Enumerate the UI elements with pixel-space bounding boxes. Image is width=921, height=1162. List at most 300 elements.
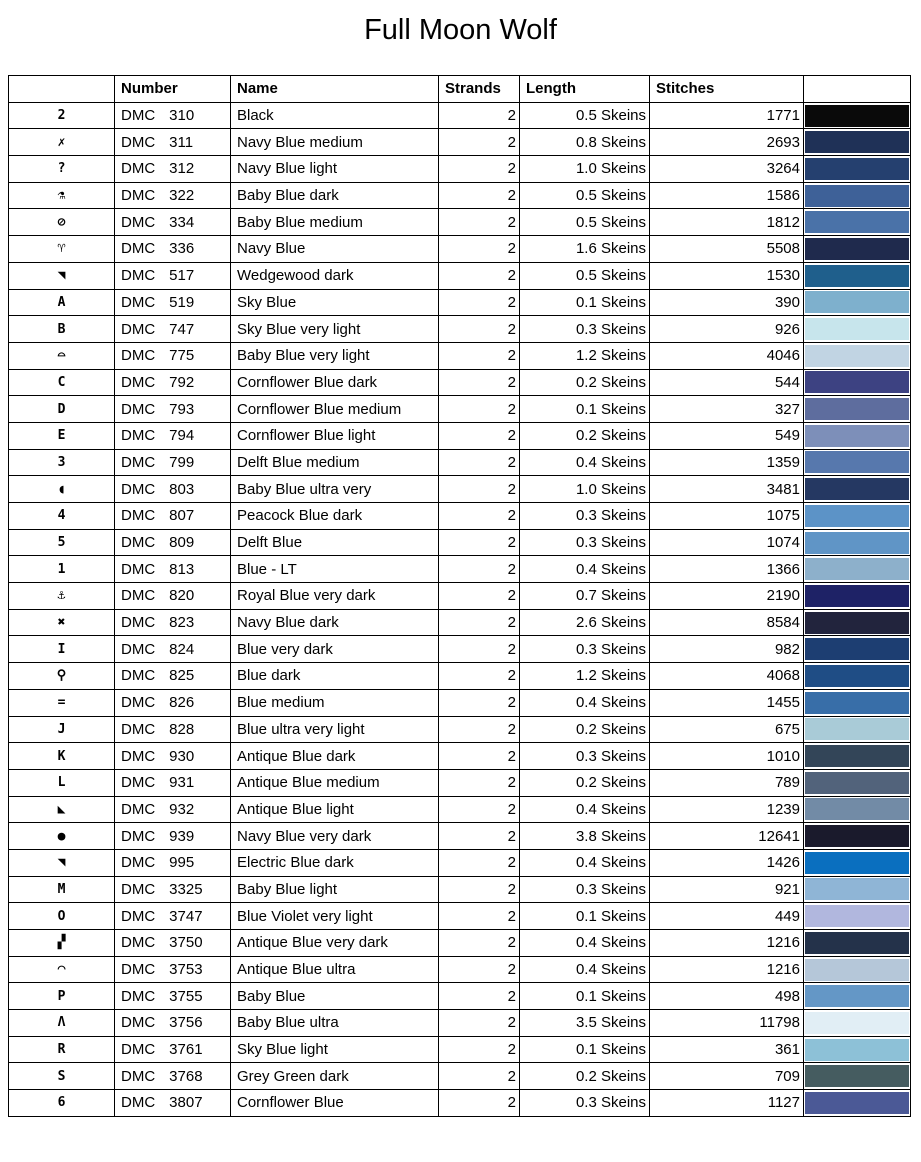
name-cell: Delft Blue xyxy=(231,529,439,556)
brand-label: DMC xyxy=(121,961,156,979)
name-cell: Baby Blue ultra very xyxy=(231,476,439,503)
number-cell xyxy=(115,102,231,129)
table-row xyxy=(9,503,911,530)
stitches-cell: 361 xyxy=(650,1036,804,1063)
color-code: 311 xyxy=(169,133,194,151)
strands-cell: 2 xyxy=(439,583,520,610)
symbol-cell: ◣ xyxy=(9,796,115,823)
table-row xyxy=(9,262,911,289)
stitches-cell: 1455 xyxy=(650,689,804,716)
stitches-cell: 549 xyxy=(650,422,804,449)
color-swatch xyxy=(805,1039,909,1061)
color-code: 995 xyxy=(169,854,195,872)
name-cell: Baby Blue light xyxy=(231,876,439,903)
symbol-cell: R xyxy=(9,1036,115,1063)
color-swatch xyxy=(805,878,909,900)
name-cell: Navy Blue medium xyxy=(231,129,439,156)
brand-label: DMC xyxy=(121,213,156,231)
length-cell: 0.3 Skeins xyxy=(520,876,650,903)
stitches-cell: 1366 xyxy=(650,556,804,583)
number-cell xyxy=(115,956,231,983)
strands-cell: 2 xyxy=(439,636,520,663)
symbol-cell: ✖ xyxy=(9,609,115,636)
table-row xyxy=(9,823,911,850)
length-cell: 0.2 Skeins xyxy=(520,1063,650,1090)
number-cell xyxy=(115,529,231,556)
name-cell: Blue Violet very light xyxy=(231,903,439,930)
length-cell: 0.5 Skeins xyxy=(520,102,650,129)
length-cell: 0.3 Skeins xyxy=(520,636,650,663)
length-cell: 0.1 Skeins xyxy=(520,903,650,930)
length-cell: 0.3 Skeins xyxy=(520,1090,650,1117)
number-cell xyxy=(115,1036,231,1063)
color-code: 519 xyxy=(169,293,195,311)
swatch-cell xyxy=(804,449,911,476)
brand-label: DMC xyxy=(121,507,156,525)
name-cell: Navy Blue xyxy=(231,236,439,263)
number-cell xyxy=(115,876,231,903)
strands-cell: 2 xyxy=(439,209,520,236)
color-swatch xyxy=(805,745,909,767)
stitches-cell: 4068 xyxy=(650,663,804,690)
table-row xyxy=(9,102,911,129)
number-cell xyxy=(115,449,231,476)
color-swatch xyxy=(805,238,909,260)
color-swatch xyxy=(805,505,909,527)
stitches-cell: 926 xyxy=(650,316,804,343)
length-cell: 0.5 Skeins xyxy=(520,209,650,236)
color-swatch xyxy=(805,932,909,954)
brand-label: DMC xyxy=(121,880,156,898)
number-cell xyxy=(115,823,231,850)
strands-cell: 2 xyxy=(439,476,520,503)
color-code: 930 xyxy=(169,747,195,765)
table-row xyxy=(9,876,911,903)
page-title: Full Moon Wolf xyxy=(364,14,557,46)
color-code: 3756 xyxy=(169,1014,203,1032)
stitches-cell: 709 xyxy=(650,1063,804,1090)
strands-cell: 2 xyxy=(439,449,520,476)
number-cell xyxy=(115,236,231,263)
table-row xyxy=(9,369,911,396)
color-swatch xyxy=(805,585,909,607)
brand-label: DMC xyxy=(121,640,156,658)
length-cell: 0.3 Skeins xyxy=(520,743,650,770)
swatch-cell xyxy=(804,503,911,530)
swatch-cell xyxy=(804,529,911,556)
number-cell xyxy=(115,476,231,503)
swatch-cell xyxy=(804,876,911,903)
color-code: 336 xyxy=(169,240,195,258)
color-code: 3325 xyxy=(169,880,203,898)
swatch-cell xyxy=(804,289,911,316)
symbol-cell: C xyxy=(9,369,115,396)
swatch-cell xyxy=(804,1036,911,1063)
brand-label: DMC xyxy=(121,854,156,872)
color-code: 322 xyxy=(169,187,195,205)
color-swatch xyxy=(805,985,909,1007)
stitches-cell: 2693 xyxy=(650,129,804,156)
color-code: 3750 xyxy=(169,934,203,952)
stitches-cell: 1074 xyxy=(650,529,804,556)
color-swatch xyxy=(805,291,909,313)
brand-label: DMC xyxy=(121,667,156,685)
color-code: 747 xyxy=(169,320,195,338)
table-row xyxy=(9,289,911,316)
name-cell: Royal Blue very dark xyxy=(231,583,439,610)
strands-cell: 2 xyxy=(439,369,520,396)
strands-cell: 2 xyxy=(439,689,520,716)
table-row xyxy=(9,209,911,236)
color-code: 823 xyxy=(169,614,195,632)
symbol-cell: E xyxy=(9,422,115,449)
strands-cell: 2 xyxy=(439,262,520,289)
color-code: 310 xyxy=(169,107,195,125)
thread-color-table xyxy=(8,75,911,1117)
color-swatch xyxy=(805,398,909,420)
color-code: 517 xyxy=(169,267,195,285)
stitches-cell: 449 xyxy=(650,903,804,930)
table-row xyxy=(9,796,911,823)
name-cell: Sky Blue very light xyxy=(231,316,439,343)
stitches-cell: 1771 xyxy=(650,102,804,129)
number-cell xyxy=(115,262,231,289)
symbol-cell: A xyxy=(9,289,115,316)
strands-cell: 2 xyxy=(439,236,520,263)
swatch-cell xyxy=(804,796,911,823)
header-name: Name xyxy=(231,76,439,103)
brand-label: DMC xyxy=(121,1014,156,1032)
header-strands: Strands xyxy=(439,76,520,103)
swatch-cell xyxy=(804,1090,911,1117)
stitches-cell: 327 xyxy=(650,396,804,423)
header-length: Length xyxy=(520,76,650,103)
stitches-cell: 1812 xyxy=(650,209,804,236)
strands-cell: 2 xyxy=(439,289,520,316)
number-cell xyxy=(115,849,231,876)
stitches-cell: 1010 xyxy=(650,743,804,770)
brand-label: DMC xyxy=(121,987,156,1005)
color-code: 809 xyxy=(169,534,195,552)
stitches-cell: 1239 xyxy=(650,796,804,823)
brand-label: DMC xyxy=(121,107,156,125)
symbol-cell: ✗ xyxy=(9,129,115,156)
color-code: 931 xyxy=(169,774,195,792)
stitches-cell: 1216 xyxy=(650,956,804,983)
brand-label: DMC xyxy=(121,934,156,952)
color-code: 793 xyxy=(169,400,195,418)
color-swatch xyxy=(805,532,909,554)
table-row xyxy=(9,156,911,183)
brand-label: DMC xyxy=(121,614,156,632)
name-cell: Navy Blue very dark xyxy=(231,823,439,850)
name-cell: Cornflower Blue light xyxy=(231,422,439,449)
brand-label: DMC xyxy=(121,774,156,792)
name-cell: Cornflower Blue dark xyxy=(231,369,439,396)
length-cell: 0.5 Skeins xyxy=(520,182,650,209)
symbol-cell: K xyxy=(9,743,115,770)
color-swatch xyxy=(805,185,909,207)
length-cell: 1.0 Skeins xyxy=(520,476,650,503)
brand-label: DMC xyxy=(121,1041,156,1059)
name-cell: Baby Blue xyxy=(231,983,439,1010)
swatch-cell xyxy=(804,156,911,183)
length-cell: 0.2 Skeins xyxy=(520,769,650,796)
swatch-cell xyxy=(804,316,911,343)
symbol-cell: ⊘ xyxy=(9,209,115,236)
brand-label: DMC xyxy=(121,133,156,151)
brand-label: DMC xyxy=(121,453,156,471)
stitches-cell: 1359 xyxy=(650,449,804,476)
swatch-cell xyxy=(804,930,911,957)
color-swatch xyxy=(805,318,909,340)
swatch-cell xyxy=(804,1010,911,1037)
color-swatch xyxy=(805,371,909,393)
symbol-cell: Λ xyxy=(9,1010,115,1037)
swatch-cell xyxy=(804,583,911,610)
strands-cell: 2 xyxy=(439,102,520,129)
table-row xyxy=(9,716,911,743)
brand-label: DMC xyxy=(121,160,156,178)
length-cell: 0.4 Skeins xyxy=(520,796,650,823)
stitches-cell: 4046 xyxy=(650,342,804,369)
header-symbol xyxy=(9,76,115,103)
number-cell xyxy=(115,743,231,770)
color-code: 334 xyxy=(169,213,195,231)
number-cell xyxy=(115,316,231,343)
strands-cell: 2 xyxy=(439,876,520,903)
strands-cell: 2 xyxy=(439,663,520,690)
table-row xyxy=(9,342,911,369)
color-code: 803 xyxy=(169,480,195,498)
name-cell: Wedgewood dark xyxy=(231,262,439,289)
name-cell: Delft Blue medium xyxy=(231,449,439,476)
name-cell: Baby Blue dark xyxy=(231,182,439,209)
strands-cell: 2 xyxy=(439,316,520,343)
table-row xyxy=(9,663,911,690)
table-row xyxy=(9,236,911,263)
name-cell: Baby Blue very light xyxy=(231,342,439,369)
symbol-cell: M xyxy=(9,876,115,903)
length-cell: 1.2 Skeins xyxy=(520,342,650,369)
name-cell: Antique Blue ultra xyxy=(231,956,439,983)
number-cell xyxy=(115,903,231,930)
name-cell: Navy Blue dark xyxy=(231,609,439,636)
color-swatch xyxy=(805,345,909,367)
stitches-cell: 11798 xyxy=(650,1010,804,1037)
color-swatch xyxy=(805,478,909,500)
strands-cell: 2 xyxy=(439,849,520,876)
symbol-cell: ● xyxy=(9,823,115,850)
length-cell: 0.1 Skeins xyxy=(520,289,650,316)
length-cell: 0.3 Skeins xyxy=(520,529,650,556)
swatch-cell xyxy=(804,636,911,663)
symbol-cell: ♈ xyxy=(9,236,115,263)
swatch-cell xyxy=(804,716,911,743)
header-stitches: Stitches xyxy=(650,76,804,103)
name-cell: Blue medium xyxy=(231,689,439,716)
color-code: 3753 xyxy=(169,961,203,979)
color-code: 826 xyxy=(169,694,195,712)
length-cell: 0.4 Skeins xyxy=(520,956,650,983)
color-code: 775 xyxy=(169,347,195,365)
name-cell: Grey Green dark xyxy=(231,1063,439,1090)
name-cell: Cornflower Blue medium xyxy=(231,396,439,423)
length-cell: 1.6 Skeins xyxy=(520,236,650,263)
color-swatch xyxy=(805,825,909,847)
swatch-cell xyxy=(804,102,911,129)
color-swatch xyxy=(805,1092,909,1114)
symbol-cell: P xyxy=(9,983,115,1010)
table-row xyxy=(9,903,911,930)
brand-label: DMC xyxy=(121,480,156,498)
color-swatch xyxy=(805,265,909,287)
brand-label: DMC xyxy=(121,907,156,925)
symbol-cell: ⌓ xyxy=(9,342,115,369)
name-cell: Peacock Blue dark xyxy=(231,503,439,530)
number-cell xyxy=(115,396,231,423)
brand-label: DMC xyxy=(121,400,156,418)
table-row xyxy=(9,1090,911,1117)
number-cell xyxy=(115,209,231,236)
color-swatch xyxy=(805,1012,909,1034)
color-swatch xyxy=(805,131,909,153)
length-cell: 2.6 Skeins xyxy=(520,609,650,636)
stitches-cell: 5508 xyxy=(650,236,804,263)
swatch-cell xyxy=(804,209,911,236)
number-cell xyxy=(115,129,231,156)
brand-label: DMC xyxy=(121,293,156,311)
strands-cell: 2 xyxy=(439,903,520,930)
symbol-cell: L xyxy=(9,769,115,796)
color-code: 828 xyxy=(169,720,195,738)
color-swatch xyxy=(805,558,909,580)
symbol-cell: ▞ xyxy=(9,930,115,957)
length-cell: 0.2 Skeins xyxy=(520,716,650,743)
brand-label: DMC xyxy=(121,720,156,738)
table-row xyxy=(9,636,911,663)
swatch-cell xyxy=(804,769,911,796)
stitches-cell: 921 xyxy=(650,876,804,903)
stitches-cell: 390 xyxy=(650,289,804,316)
number-cell xyxy=(115,422,231,449)
number-cell xyxy=(115,556,231,583)
brand-label: DMC xyxy=(121,373,156,391)
symbol-cell: O xyxy=(9,903,115,930)
color-code: 813 xyxy=(169,560,195,578)
number-cell xyxy=(115,796,231,823)
name-cell: Antique Blue medium xyxy=(231,769,439,796)
stitches-cell: 498 xyxy=(650,983,804,1010)
table-row xyxy=(9,956,911,983)
color-code: 3807 xyxy=(169,1094,203,1112)
name-cell: Antique Blue very dark xyxy=(231,930,439,957)
length-cell: 0.4 Skeins xyxy=(520,689,650,716)
color-code: 792 xyxy=(169,373,195,391)
name-cell: Sky Blue light xyxy=(231,1036,439,1063)
length-cell: 0.7 Skeins xyxy=(520,583,650,610)
strands-cell: 2 xyxy=(439,182,520,209)
table-row xyxy=(9,930,911,957)
table-row xyxy=(9,1063,911,1090)
brand-label: DMC xyxy=(121,187,156,205)
color-swatch xyxy=(805,692,909,714)
color-code: 820 xyxy=(169,587,195,605)
length-cell: 0.1 Skeins xyxy=(520,396,650,423)
number-cell xyxy=(115,663,231,690)
symbol-cell: B xyxy=(9,316,115,343)
table-header-row xyxy=(9,76,911,103)
symbol-cell: 5 xyxy=(9,529,115,556)
color-swatch xyxy=(805,852,909,874)
number-cell xyxy=(115,769,231,796)
table-row xyxy=(9,769,911,796)
symbol-cell: S xyxy=(9,1063,115,1090)
length-cell: 0.8 Skeins xyxy=(520,129,650,156)
strands-cell: 2 xyxy=(439,1010,520,1037)
table-row xyxy=(9,449,911,476)
stitches-cell: 544 xyxy=(650,369,804,396)
stitches-cell: 1075 xyxy=(650,503,804,530)
color-swatch xyxy=(805,772,909,794)
stitches-cell: 1586 xyxy=(650,182,804,209)
brand-label: DMC xyxy=(121,560,156,578)
table-row xyxy=(9,1036,911,1063)
length-cell: 0.2 Skeins xyxy=(520,369,650,396)
number-cell xyxy=(115,182,231,209)
length-cell: 0.2 Skeins xyxy=(520,422,650,449)
number-cell xyxy=(115,930,231,957)
symbol-cell: ◠ xyxy=(9,956,115,983)
stitches-cell: 3481 xyxy=(650,476,804,503)
stitches-cell: 2190 xyxy=(650,583,804,610)
number-cell xyxy=(115,1090,231,1117)
swatch-cell xyxy=(804,849,911,876)
name-cell: Blue very dark xyxy=(231,636,439,663)
brand-label: DMC xyxy=(121,747,156,765)
length-cell: 0.5 Skeins xyxy=(520,262,650,289)
strands-cell: 2 xyxy=(439,1063,520,1090)
swatch-cell xyxy=(804,663,911,690)
color-code: 807 xyxy=(169,507,195,525)
color-code: 3755 xyxy=(169,987,203,1005)
stitches-cell: 1530 xyxy=(650,262,804,289)
strands-cell: 2 xyxy=(439,743,520,770)
swatch-cell xyxy=(804,689,911,716)
symbol-cell: ◥ xyxy=(9,849,115,876)
name-cell: Antique Blue light xyxy=(231,796,439,823)
length-cell: 0.3 Skeins xyxy=(520,503,650,530)
symbol-cell: ⚲ xyxy=(9,663,115,690)
strands-cell: 2 xyxy=(439,396,520,423)
brand-label: DMC xyxy=(121,534,156,552)
name-cell: Baby Blue ultra xyxy=(231,1010,439,1037)
strands-cell: 2 xyxy=(439,1036,520,1063)
brand-label: DMC xyxy=(121,240,156,258)
strands-cell: 2 xyxy=(439,156,520,183)
table-row xyxy=(9,422,911,449)
length-cell: 0.4 Skeins xyxy=(520,849,650,876)
color-swatch xyxy=(805,425,909,447)
strands-cell: 2 xyxy=(439,556,520,583)
number-cell xyxy=(115,609,231,636)
name-cell: Blue dark xyxy=(231,663,439,690)
number-cell xyxy=(115,636,231,663)
symbol-cell: 4 xyxy=(9,503,115,530)
swatch-cell xyxy=(804,556,911,583)
swatch-cell xyxy=(804,369,911,396)
length-cell: 1.0 Skeins xyxy=(520,156,650,183)
